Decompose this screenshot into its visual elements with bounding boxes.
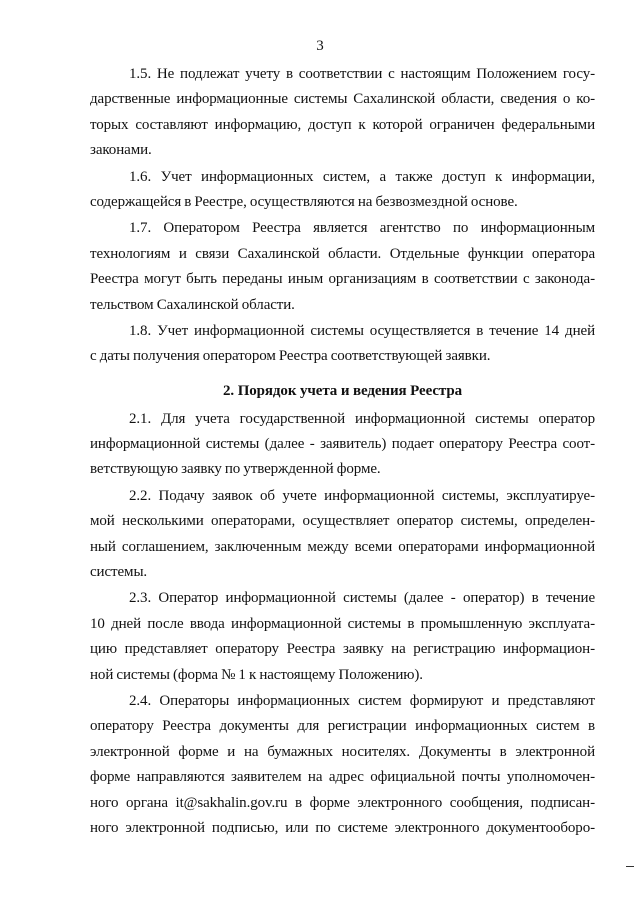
paragraph-1-6 xyxy=(90,165,595,216)
paragraph-line: 1.6. Учет информационных систем, а также доступ к информации, xyxy=(129,168,595,185)
paragraph-line: мой несколькими операторами, осуществляет оператор системы, определен- xyxy=(90,513,595,530)
paragraph-line: 2.2. Подачу заявок об учете информационной системы, эксплуатируе- xyxy=(129,487,595,504)
paragraph-line: оператору Реестра документы для регистрации информационных систем в xyxy=(90,718,595,735)
paragraph-2-2 xyxy=(90,484,595,586)
paragraph-line: форме направляются заявителем на адрес официальной почты уполномочен- xyxy=(90,769,595,786)
paragraph-2-1 xyxy=(90,407,595,483)
paragraph-1-8 xyxy=(90,319,595,370)
paragraph-line: законами. xyxy=(90,142,152,159)
paragraph-line: информационной системы (далее - заявитель) подает оператору Реестра соот- xyxy=(90,436,595,453)
paragraph-line: 2.4. Операторы информационных систем формируют и представляют xyxy=(129,692,595,709)
paragraph-line: технологиям и связи Сахалинской области. Отдельные функции оператора xyxy=(90,245,595,262)
paragraph-line: Реестра могут быть переданы иным организациям в соответствии с законода- xyxy=(90,271,595,288)
paragraph-line: 1.7. Оператором Реестра является агентство по информационным xyxy=(129,220,595,237)
paragraph-line: тельством Сахалинской области. xyxy=(90,296,295,313)
paragraph-2-4 xyxy=(90,689,595,841)
paragraph-line: 10 дней после ввода информационной системы в промышленную эксплуата- xyxy=(90,615,595,632)
paragraph-line: ного электронной подписью, или по системе электронного документооборо- xyxy=(90,819,595,836)
paragraph-line: торых составляют информацию, доступ к которой ограничен федеральными xyxy=(90,116,595,133)
paragraph-1-5 xyxy=(90,62,595,164)
paragraph-1-7 xyxy=(90,216,595,318)
paragraph-line: ной системы (форма № 1 к настоящему Положению). xyxy=(90,666,423,683)
paragraph-line: цию представляет оператору Реестра заявку на регистрацию информацион- xyxy=(90,641,595,658)
paragraph-line: дарственные информационные системы Сахалинской области, сведения о ко- xyxy=(90,91,595,108)
document-body xyxy=(90,62,595,842)
paragraph-line: 2.1. Для учета государственной информационной системы оператор xyxy=(129,410,595,427)
paragraph-line: содержащейся в Реестре, осуществляются на безвозмездной основе. xyxy=(90,193,518,210)
paragraph-line: 2.3. Оператор информационной системы (далее - оператор) в течение xyxy=(129,590,595,607)
page-number: 3 xyxy=(316,38,324,54)
paragraph-line: с даты получения оператором Реестра соответствующей заявки. xyxy=(90,348,491,365)
paragraph-line: системы. xyxy=(90,564,148,581)
section-heading: 2. Порядок учета и ведения Реестра xyxy=(223,382,462,399)
paragraph-line: ный соглашением, заключенным между всеми операторами информационной xyxy=(90,538,595,555)
paragraph-line: 1.8. Учет информационной системы осуществляется в течение 14 дней xyxy=(129,322,595,339)
margin-mark xyxy=(626,866,634,867)
paragraph-line: ного органа it@sakhalin.gov.ru в форме электронного сообщения, подписан- xyxy=(90,794,595,811)
paragraph-line: 1.5. Не подлежат учету в соответствии с настоящим Положением госу- xyxy=(129,66,595,82)
paragraph-2-3 xyxy=(90,586,595,688)
paragraph-line: ветствующую заявку по утвержденной форме. xyxy=(90,461,381,478)
paragraph-line: электронной форме и на бумажных носителях. Документы в электронной xyxy=(90,743,595,760)
